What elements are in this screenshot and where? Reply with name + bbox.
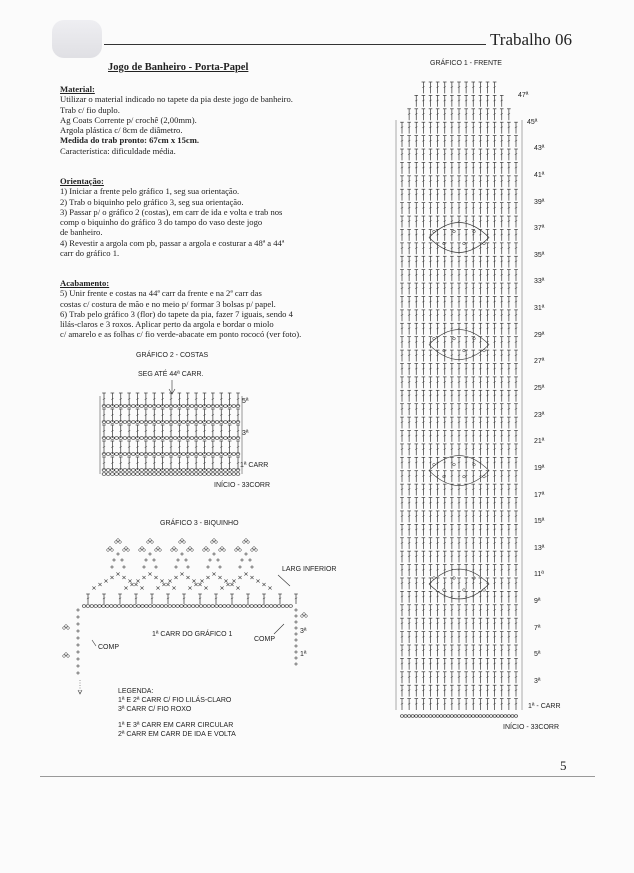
chart1-start-label: INÍCIO - 33CORR	[503, 724, 560, 731]
legend-line: 1ª E 2ª CARR C/ FIO LILÁS-CLARO	[118, 697, 232, 704]
chart1-row-label: 9ª	[534, 598, 541, 606]
chart3-comp-left: COMP	[98, 644, 119, 651]
material-line: Ag Coats Corrente p/ crochê (2,00mm).	[60, 114, 197, 125]
material-line: Argola plástica c/ 8cm de diâmetro.	[60, 125, 183, 136]
material-line: Trab c/ fio duplo.	[60, 104, 120, 115]
orientation-line: de banheiro.	[60, 227, 103, 238]
chart3-first-row-label: 1ª CARR DO GRÁFICO 1	[152, 631, 233, 638]
chart1-row-label: 21ª	[534, 438, 545, 446]
chart1-title: GRÁFICO 1 - FRENTE	[430, 60, 502, 67]
finishing-line: costas c/ costura de mão e no meio p/ formar 3 bolsas p/ papel.	[60, 298, 276, 309]
chart2-title: GRÁFICO 2 - COSTAS	[136, 352, 209, 359]
orientation-line: carr do gráfico 1.	[60, 248, 120, 259]
finishing-heading: Acabamento:	[60, 278, 110, 288]
chart3-row1-label: 1ª	[300, 651, 307, 658]
chart1-row-label: 37ª	[534, 225, 545, 233]
chart1-row-label: 13ª	[534, 544, 545, 552]
chart1-row-label: 41ª	[534, 171, 545, 179]
chart3-title: GRÁFICO 3 - BIQUINHO	[160, 520, 239, 527]
chart2-start-label: INÍCIO - 33CORR	[214, 482, 271, 489]
chart1-row-label: 27ª	[534, 358, 545, 366]
legend-line: 2ª CARR EM CARR DE IDA E VOLTA	[118, 731, 236, 738]
chart1-first-row: 1ª - CARR	[528, 703, 561, 710]
chart1-row-label: 17ª	[534, 491, 545, 499]
chart3-larg-label: LARG INFERIOR	[282, 566, 337, 573]
finishing-line: 6) Trab pelo gráfico 3 (flor) do tapete da pia, fazer 7 iguais, sendo 4	[60, 308, 293, 319]
chart1-row-label: 47ª	[518, 92, 529, 99]
legend-line: 3ª CARR C/ FIO ROXO	[118, 706, 192, 713]
finishing-line: c/ amarelo e as folhas c/ fio verde-abacate em ponto rococó (ver foto).	[60, 329, 302, 340]
chart3-comp-right: COMP	[254, 636, 275, 643]
page-number: 5	[560, 758, 567, 773]
orientation-line: 3) Passar p/ o gráfico 2 (costas), em carr de ida e volta e trab nos	[60, 206, 283, 217]
chart1-row-label: 23ª	[534, 411, 545, 419]
chart1-row-label: 19ª	[534, 464, 545, 472]
legend-heading: LEGENDA:	[118, 688, 154, 695]
chart1-row-label: 7ª	[534, 624, 541, 632]
chart2-row-label: 1ª CARR	[240, 462, 269, 469]
chart1-row-label: 11ª	[534, 571, 544, 579]
chart1-row-label: 29ª	[534, 331, 545, 339]
document-title: Jogo de Banheiro - Porta-Papel	[108, 62, 249, 73]
finishing-line: lilás-claros e 3 roxos. Aplicar perto da argola e bordar o miolo	[60, 319, 274, 330]
chart1-row-label: 3ª	[534, 678, 541, 685]
chart2-row-label: 5ª	[242, 398, 249, 405]
orientation-line: 4) Revestir a argola com pb, passar a argola e costurar a 48ª a 44ª	[60, 237, 285, 248]
orientation-line: comp o biquinho do gráfico 3 do tampo do vaso deste jogo	[60, 217, 263, 228]
page-title: Trabalho 06	[490, 30, 573, 49]
footer-rule	[40, 776, 595, 777]
chart1-row-label: 25ª	[534, 385, 545, 392]
material-line: Utilizar o material indicado no tapete da pia deste jogo de banheiro.	[60, 94, 293, 105]
legend-line: 1ª E 3ª CARR EM CARR CIRCULAR	[118, 722, 234, 729]
chart1-row-label: 43ª	[534, 145, 545, 153]
chart2-row-label: 3ª	[242, 430, 249, 437]
orientation-line: 2) Trab o biquinho pelo gráfico 3, seg sua orientação.	[60, 196, 244, 207]
material-line: Medida do trab pronto: 67cm x 15cm.	[60, 135, 200, 146]
orientation-heading: Orientação:	[60, 176, 104, 186]
chart2-top-label: SEG ATÉ 44ª CARR.	[138, 371, 204, 378]
material-line: Característica: dificuldade média.	[60, 145, 176, 156]
chart1-row-label: 33ª	[534, 278, 545, 286]
chart1-row-label: 39ª	[534, 198, 545, 206]
chart1-row-label: 35ª	[534, 251, 545, 259]
orientation-line: 1) Iniciar a frente pelo gráfico 1, seg sua orientação.	[60, 186, 240, 197]
chart1-row-label: 5ª	[534, 651, 541, 659]
chart1-row-label: 15ª	[534, 518, 545, 526]
chart3-row3-label: 3ª	[300, 628, 307, 635]
chart1-row-label: 45ª	[527, 118, 538, 126]
chart1-row-label: 31ª	[534, 305, 545, 313]
material-heading: Material:	[60, 84, 95, 94]
finishing-line: 5) Unir frente e costas na 44ª carr da frente e na 2ª carr das	[60, 288, 262, 299]
